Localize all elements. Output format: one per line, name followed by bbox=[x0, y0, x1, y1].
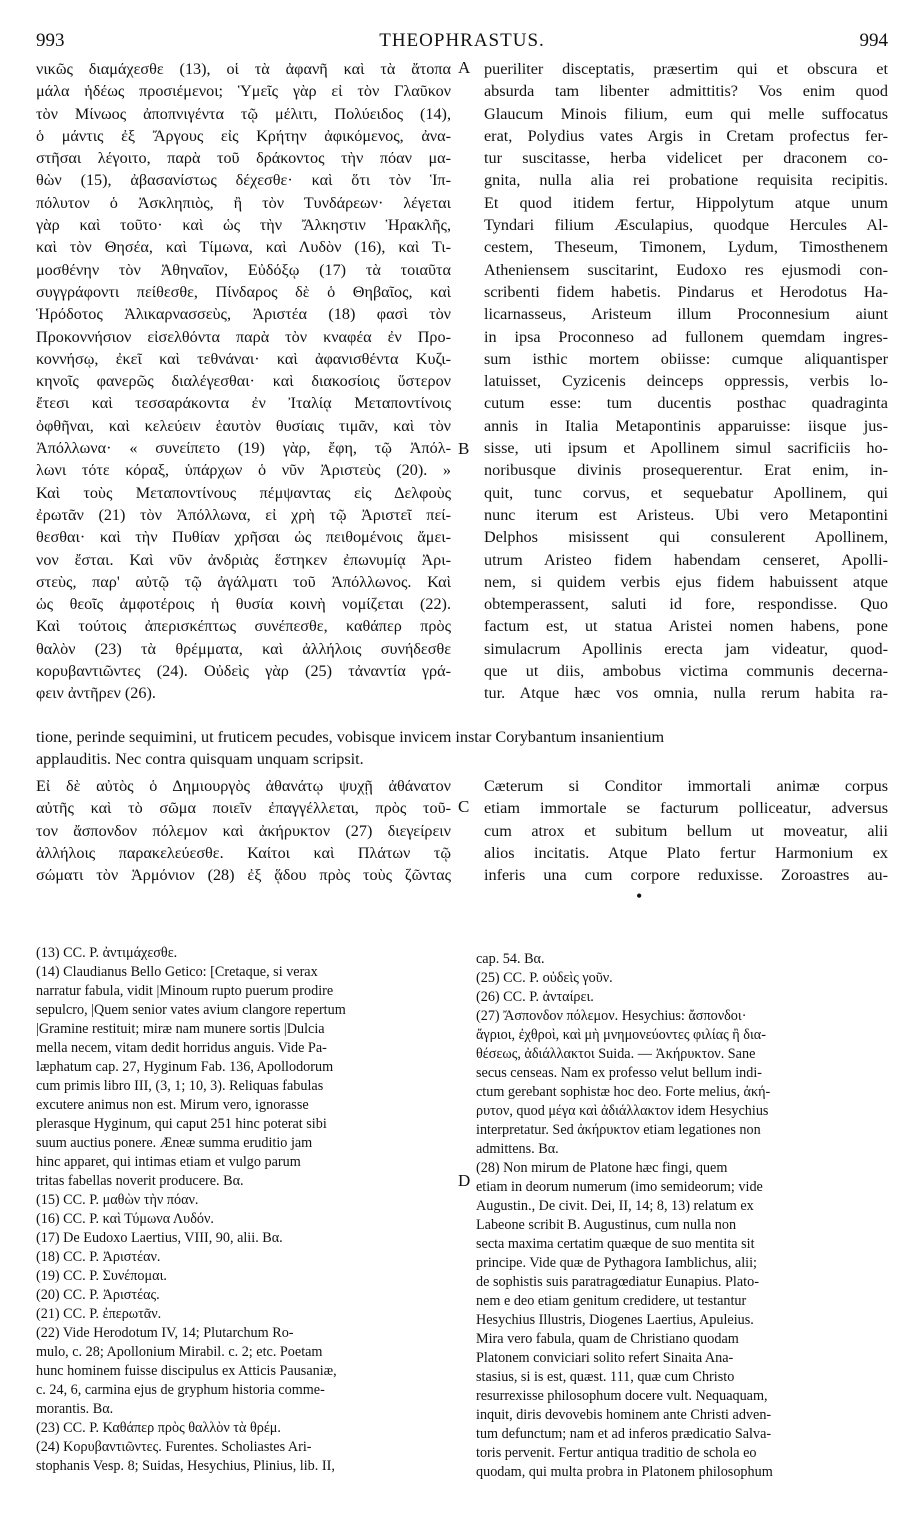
text-line: Hesychius Illustris, Diogenes Laertius, Apuleius. bbox=[476, 1312, 754, 1328]
text-line: ἔτεσι καὶ τεσσαράκοντα ἐν Ἰταλίᾳ Μεταποντίνοις bbox=[36, 394, 451, 413]
text-line: σώματι τὸν Ἁρμόνιον (28) ἐξ ᾅδου πρὸς τοὺς ζῶντας bbox=[36, 866, 451, 885]
text-line: θεσθαι· καὶ τὴν Πυθίαν χρῆσαι ὡς πειθομένοις ἄμει- bbox=[36, 528, 451, 547]
text-line: ὡς θεοῖς ἀμφοτέροις ἡ θυσία κοινὴ νομίζεται (22). bbox=[36, 595, 451, 614]
text-line: κοννήσῳ, ἐκεῖ καὶ τεθνάναι· καὶ ἀφανισθέντα Κυζι- bbox=[36, 349, 451, 368]
text-line: resurrexisse philosophum docere vult. Nequaquam, bbox=[476, 1388, 768, 1404]
text-line: cap. 54. Βα. bbox=[476, 951, 545, 967]
text-line: secta maxima certatim quæque de suo mentita sit bbox=[476, 1236, 755, 1252]
text-line: nunc iterum est Aristeus. Ubi vero Metapontini bbox=[484, 505, 888, 524]
text-line: Tyndari filium Æsculapius, quodque Hercules Al- bbox=[484, 216, 888, 235]
text-line: Augustin., De civit. Dei, II, 14; 8, 13) relatum ex bbox=[476, 1198, 754, 1214]
text-line: tur suscitasse, herba videlicet per draconem co- bbox=[484, 149, 888, 168]
text-line: principe. Vide quæ de Pythagora Iamblichus, alii; bbox=[476, 1255, 757, 1271]
text-line: Atheniensem suscitarint, Eudoxo res ejusmodi con- bbox=[484, 260, 888, 279]
text-line: etiam in deorum numerum (imo semideorum; vide bbox=[476, 1179, 763, 1195]
text-line: ctum gerebant sophistæ hoc deo. Forte melius, ἀκή- bbox=[476, 1084, 771, 1100]
text-line: θαλὸν (23) τὰ θρέμματα, καὶ ἀλλήλοις συνήδεσθε bbox=[36, 639, 451, 658]
text-line: τὸν Μίνωος ἀποπνιγέντα τῷ μέλιτι, Πολύειδος (14), bbox=[36, 104, 451, 123]
text-line: tur. Atque hæc vos omnia, nulla rerum habita ra- bbox=[484, 684, 888, 703]
text-line: utrum Aristeo fidem habendam censeret, Apolli- bbox=[484, 550, 888, 569]
text-line: cum primis libro III, (3, 1; 10, 3). Reliquas fabulas bbox=[36, 1078, 324, 1094]
text-line: (24) Κορυβαντιῶντες. Furentes. Scholiastes Ari- bbox=[36, 1439, 312, 1455]
margin-mark-b: B bbox=[458, 439, 470, 458]
text-line: (19) CC. P. Συνέπομαι. bbox=[36, 1268, 167, 1284]
latin-column-upper bbox=[484, 58, 888, 705]
text-line: Ἀπόλλωνα· « συνείπετο (19) γὰρ, ἔφη, τῷ Ἀπόλ- bbox=[36, 439, 451, 458]
text-line: στεὺς, παρ' αὐτῷ τῷ ἀγάλματι τοῦ Ἀπόλλωνος. Καὶ bbox=[36, 572, 451, 591]
text-line: absurda tam libenter admittitis? Vos enim quod bbox=[484, 82, 888, 101]
text-line: (25) CC. P. οὐδεὶς γοῦν. bbox=[476, 970, 613, 986]
text-line: pueriliter disceptatis, præsertim qui et obscura et bbox=[484, 60, 888, 78]
text-line: cum atrox et subitum bellum ut moveatur, alii bbox=[484, 821, 888, 840]
text-line: hunc hominem fuisse discipulus ex Atticis Pausaniæ, bbox=[36, 1363, 337, 1379]
text-line: alios incitatis. Atque Plato fertur Harmonium ex bbox=[484, 843, 888, 862]
text-line: λωνι τότε κόραξ, ὑπάρχων ὁ νῦν Ἀριστεὺς (20). » bbox=[36, 461, 451, 480]
text-line: γὰρ καὶ τοῦτο· καὶ ὡς τὴν Ἄλκηστιν Ἡρακλῆς, bbox=[36, 216, 451, 235]
margin-mark-a: A bbox=[458, 58, 471, 77]
text-line: admittens. Βα. bbox=[476, 1141, 559, 1157]
text-line: plerasque Hyginum, qui caput 251 hinc poterat sibi bbox=[36, 1116, 327, 1132]
text-line: νικῶς διαμάχεσθε (13), οἱ τὰ ἀφανῆ καὶ τὰ ἄτοπα bbox=[36, 60, 451, 78]
text-line: (22) Vide Herodotum IV, 14; Plutarchum Ro- bbox=[36, 1325, 294, 1341]
text-line: κορυβαντιῶντες (24). Οὐδεὶς γὰρ (25) τἀναντία γρά- bbox=[36, 662, 451, 681]
page-header bbox=[36, 30, 888, 54]
text-line: scribenti fidem habetis. Pindarus et Herodotus Ha- bbox=[484, 282, 888, 301]
text-line: Et quod itidem fertur, Hippolytum atque unum bbox=[484, 193, 888, 212]
text-line: licarnasseus, Aristeum illum Proconnesium aiunt bbox=[484, 305, 888, 324]
text-line: στῆσαι λέγοιτο, παρὰ τοῦ δράκοντος τὴν πόαν μα- bbox=[36, 149, 451, 168]
text-line: Εἰ δὲ αὐτὸς ὁ Δημιουργὸς ἀθανάτῳ ψυχῇ ἀθάνατον bbox=[36, 777, 451, 795]
text-line: Labeone scribit B. Augustinus, cum nulla non bbox=[476, 1217, 737, 1233]
text-line: νον ἔσται. Καὶ νῦν ἀνδριὰς ἕστηκεν ἐπωνυμίᾳ Ἀρι- bbox=[36, 550, 451, 569]
greek-column-lower bbox=[36, 775, 451, 886]
right-page-number: 994 bbox=[859, 30, 888, 51]
text-line: (14) Claudianus Bello Getico: [Cretaque, si verax bbox=[36, 964, 318, 980]
text-line: nem, si quidem verbis ejus fidem habuissent atque bbox=[484, 572, 888, 591]
text-line: que ut diis, ambobus victima communis decerna- bbox=[484, 662, 888, 681]
text-line: ἐρωτᾶν (21) τὸν Ἀπόλλωνα, εἰ χρὴ τῷ Ἀριστεῖ πεί- bbox=[36, 505, 451, 524]
full-width-latin-lines bbox=[36, 726, 888, 771]
text-line: κηνοῖς φανερῶς διαλέγεσθαι· καὶ διακοσίοις ὕστερον bbox=[36, 372, 451, 391]
text-line: stophanis Vesp. 8; Suidas, Hesychius, Plinius, lib. II, bbox=[36, 1458, 335, 1474]
text-line: μοσθένην τὸν Ἀθηναῖον, Εὐδόξῳ (17) τὰ τοιαῦτα bbox=[36, 260, 451, 279]
text-line: simulacrum Apollinis erecta jam videatur, quod- bbox=[484, 639, 888, 658]
text-line: ἄγριοι, ἐχθροὶ, καὶ μὴ μνημονεύοντες φιλίας ἢ δια- bbox=[476, 1027, 766, 1043]
text-line: ρυτον, quod μέγα καὶ ἀδιάλλακτον idem Hesychius bbox=[476, 1103, 769, 1119]
text-line: sisse, uti ipsum et Apollinem simul sacrificiis ho- bbox=[484, 439, 888, 458]
text-line: inferis una cum corpore reduxisse. Zoroastres au- bbox=[484, 866, 888, 885]
text-line: Καὶ τοὺς Μεταποντίνους πέμψαντας εἰς Δελφοὺς bbox=[36, 483, 451, 502]
text-line: toris pervenit. Fertur antiqua traditio de schola eo bbox=[476, 1445, 757, 1461]
text-line: de sophistis suis paratragœdiatur Eunapius. Plato- bbox=[476, 1274, 759, 1290]
text-line: sepulcro, |Quem senior vates avium clangore repertum bbox=[36, 1002, 346, 1018]
text-line: quit, tunc corvus, et sequebatur Apollinem, qui bbox=[484, 483, 888, 502]
text-line: stasius, si is est, quæst. 111, quæ cum Christo bbox=[476, 1369, 735, 1385]
text-line: factum est, ut statua Aristei nomen habens, pone bbox=[484, 617, 888, 636]
text-line: (13) CC. P. ἀντιμάχεσθε. bbox=[36, 945, 178, 961]
text-line: erat, Polydius vates Argis in Cretam profectus fer- bbox=[484, 126, 888, 145]
text-line: mulo, c. 28; Apollonium Mirabil. c. 2; etc. Poetam bbox=[36, 1344, 323, 1360]
text-line: latuisset, Cyzicenis deinceps oppressis, verbis lo- bbox=[484, 372, 888, 391]
footnotes-left bbox=[36, 944, 448, 1476]
text-line: (16) CC. P. καὶ Τύμωνα Λυδόν. bbox=[36, 1211, 214, 1227]
text-line: applauditis. Nec contra quisquam unquam scripsit. bbox=[36, 750, 364, 769]
text-line: Προκοννήσιον εἰσελθόντα παρὰ τὸν κναφέα ἐν Προ- bbox=[36, 327, 451, 346]
text-line: hinc apparet, qui intimas etiam et vulgo parum bbox=[36, 1154, 301, 1170]
text-line: μάλα ἡδέως προσιέμενοι; Ὑμεῖς γὰρ εἰ τὸν Γλαῦκον bbox=[36, 82, 451, 101]
text-line: Mira vero fabula, quam de Christiano quodam bbox=[476, 1331, 739, 1347]
text-line: tione, perinde sequimini, ut fruticem pecudes, vobisque invicem instar Corybantum insanientium bbox=[36, 728, 665, 746]
text-line: θὼν (15), ἀβασανίστως δέχεσθε· καὶ ὅτι τὸν Ἱπ- bbox=[36, 171, 451, 190]
greek-column-upper bbox=[36, 58, 451, 705]
margin-mark-c: C bbox=[458, 797, 470, 816]
text-line: c. 24, 6, carmina ejus de gryphum historia comme- bbox=[36, 1382, 325, 1398]
text-line: καὶ τὸν Θησέα, καὶ Τίμωνα, καὶ Λυδὸν (16), καὶ Τι- bbox=[36, 238, 451, 257]
latin-column-lower bbox=[484, 775, 888, 886]
text-line: Ἡρόδοτος Ἁλικαρνασσεὺς, Ἀριστέα (18) φασὶ τὸν bbox=[36, 305, 451, 324]
text-line: inquit, diris devovebis hominem ante Christi adven- bbox=[476, 1407, 772, 1423]
text-line: Cæterum si Conditor immortali animæ corpus bbox=[484, 777, 888, 795]
margin-mark-d: D bbox=[458, 1171, 471, 1190]
text-line: αὐτῆς καὶ τὸ σῶμα ποιεῖν ἐπαγγέλλεται, πρὸς τοῦ- bbox=[36, 799, 451, 818]
text-line: noribusque divinis prosequerentur. Erat enim, in- bbox=[484, 461, 888, 480]
text-line: sum isthic mortem obiisse: cumque aliquantisper bbox=[484, 349, 888, 368]
text-line: etiam immortale se facturum polliceatur, adversus bbox=[484, 799, 888, 818]
text-line: morantis. Βα. bbox=[36, 1401, 114, 1417]
text-line: narratur fabula, vidit |Minoum rupto puerum prodire bbox=[36, 983, 334, 999]
text-line: gnita, nulla alia rei probatione requisita recipitis. bbox=[484, 171, 888, 190]
text-line: |Gramine restituit; miræ nam munere sortis |Dulcia bbox=[36, 1021, 325, 1037]
text-line: (18) CC. P. Ἀριστέαν. bbox=[36, 1249, 161, 1265]
text-line: secus censeas. Nam ex professo velut bellum indi- bbox=[476, 1065, 763, 1081]
text-line: συγγράφοντι πείθεσθε, Πίνδαρος δὲ ὁ Θηβαῖος, καὶ bbox=[36, 282, 451, 301]
text-line: (21) CC. P. ἐπερωτᾶν. bbox=[36, 1306, 162, 1322]
text-line: (28) Non mirum de Platone hæc fingi, quem bbox=[476, 1160, 728, 1176]
text-line: (15) CC. P. μαθὼν τὴν πόαν. bbox=[36, 1192, 199, 1208]
text-line: mella necem, vitam dedit horridus anguis. Vide Pa- bbox=[36, 1040, 327, 1056]
text-line: quodam, qui multa probra in Platonem philosophum bbox=[476, 1464, 773, 1480]
text-line: excutere animus non est. Mirum vero, ignorasse bbox=[36, 1097, 309, 1113]
text-line: Delphos misissent qui consulerent Apollinem, bbox=[484, 528, 888, 547]
text-line: ὁ μάντις ἐξ Ἄργους εἰς Κρήτην ἀφικόμενος, ἀνα- bbox=[36, 126, 451, 145]
text-line: annis in Italia Metapontinis apparuisse: iisque jus- bbox=[484, 416, 888, 435]
text-line: φειν ἀντῆρεν (26). bbox=[36, 684, 156, 703]
text-line: suum auctius ponere. Æneæ summa eruditio jam bbox=[36, 1135, 313, 1151]
text-line: obtemperassent, saluti id fore, respondisse. Quo bbox=[484, 595, 888, 614]
text-line: (23) CC. P. Καθάπερ πρὸς θαλλὸν τὰ θρέμ. bbox=[36, 1420, 281, 1436]
footnotes-right bbox=[476, 950, 888, 1482]
text-line: nem e deo etiam genitum credidere, ut testantur bbox=[476, 1293, 747, 1309]
text-line: Platonem conviciari solito refert Sinaita Ana- bbox=[476, 1350, 734, 1366]
text-line: (27) Ἄσπονδον πόλεμον. Hesychius: ἄσπονδοι· bbox=[476, 1008, 747, 1024]
text-line: læphatum cap. 27, Hyginum Fab. 136, Apollodorum bbox=[36, 1059, 334, 1075]
text-line: Glaucum Minois filium, eum qui melle suffocatus bbox=[484, 104, 888, 123]
text-line: ὀφθῆναι, καὶ κελεύειν ἑαυτὸν θυσίαις τιμᾶν, καὶ τὸν bbox=[36, 416, 451, 435]
text-line: Καὶ τούτοις ἀπερισκέπτως συνέπεσθε, καθάπερ πρὸς bbox=[36, 617, 451, 636]
text-line: cestem, Theseum, Timonem, Lydum, Timosthenem bbox=[484, 238, 888, 257]
text-line: (26) CC. P. ἀνταίρει. bbox=[476, 989, 594, 1005]
running-title: THEOPHRASTUS. bbox=[379, 30, 545, 51]
text-line: θέσεως, ἀδιάλλακτοι Suida. — Ἀκήρυκτον. Sane bbox=[476, 1046, 756, 1062]
text-line: interpretatur. Sed ἀκήρυκτον etiam legationes non bbox=[476, 1122, 761, 1138]
text-line: in ipsa Proconneso ad fullonem quemdam ingres- bbox=[484, 327, 888, 346]
text-line: ἀλλήλοις παρακελεύεσθε. Καίτοι καὶ Πλάτων τῷ bbox=[36, 843, 451, 862]
text-line: tum defunctum; nam et ad inferos prædicatio Salva- bbox=[476, 1426, 772, 1442]
text-line: (20) CC. P. Ἀριστέας. bbox=[36, 1287, 160, 1303]
text-line: πόλυτον ὁ Ἀσκληπιὸς, ἢ τὸν Τυνδάρεων· λέγεται bbox=[36, 193, 451, 212]
text-line: (17) De Eudoxo Laertius, VIII, 90, alii. Βα. bbox=[36, 1230, 283, 1246]
text-line: cutum esse: tum ducentis posthac quadraginta bbox=[484, 394, 888, 413]
section-separator-dot: • bbox=[636, 886, 643, 906]
text-line: tritas fabellas noverit producere. Βα. bbox=[36, 1173, 244, 1189]
text-line: τον ἄσπονδον πόλεμον καὶ ἀκήρυκτον (27) διεγείρειν bbox=[36, 821, 451, 840]
left-page-number: 993 bbox=[36, 30, 65, 51]
